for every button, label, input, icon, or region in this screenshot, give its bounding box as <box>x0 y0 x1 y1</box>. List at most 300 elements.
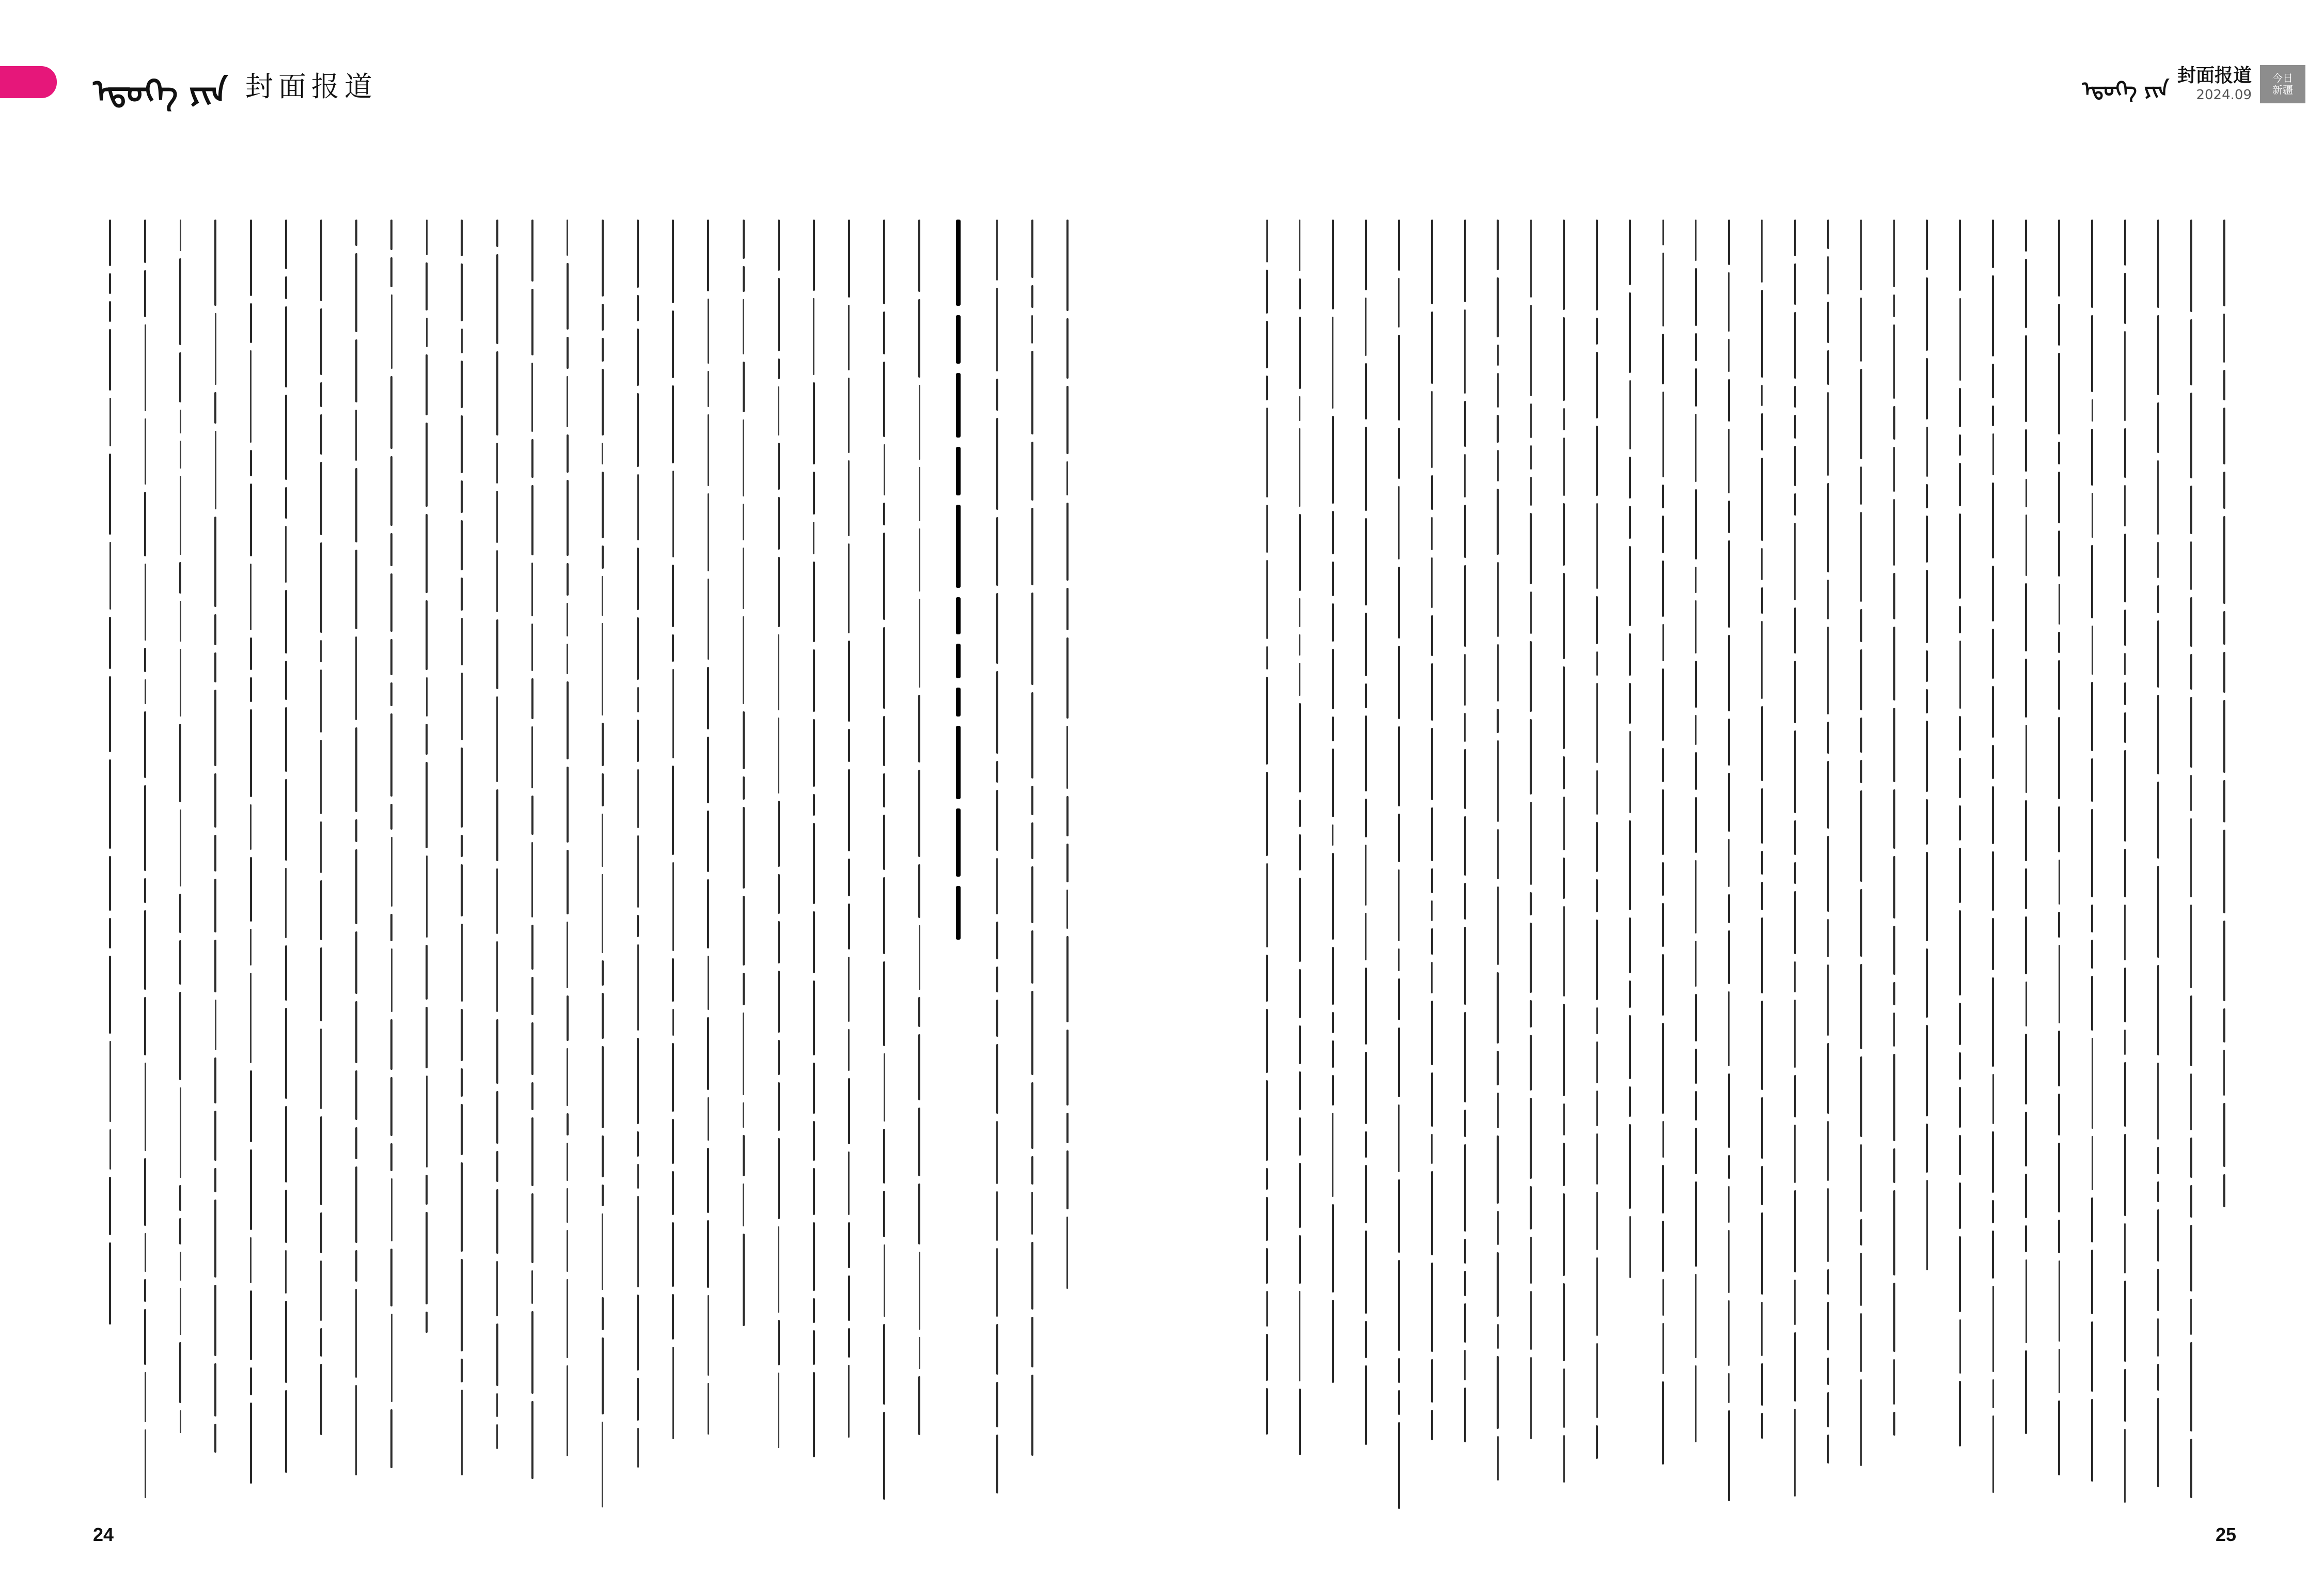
script-word <box>743 807 745 889</box>
script-word <box>813 220 815 291</box>
script-word <box>1431 220 1433 304</box>
script-word <box>1893 406 1895 440</box>
script-word <box>813 1372 815 1457</box>
text-column <box>1783 220 1807 1516</box>
script-word <box>743 616 744 704</box>
script-word <box>214 773 216 828</box>
script-word <box>2124 273 2126 324</box>
script-word <box>1662 1121 1664 1158</box>
script-word <box>637 220 639 288</box>
script-word <box>180 476 181 555</box>
script-word <box>1959 848 1961 903</box>
script-word <box>496 1261 498 1316</box>
script-word <box>355 1289 357 1378</box>
script-word <box>1464 883 1466 920</box>
text-column <box>380 220 403 1516</box>
script-word <box>1066 503 1069 581</box>
script-word <box>919 467 920 521</box>
script-word <box>567 376 568 427</box>
script-word <box>1563 1283 1565 1361</box>
script-word <box>1893 1283 1895 1352</box>
script-word <box>2124 1281 2126 1362</box>
script-word <box>2124 750 2126 842</box>
script-word <box>1530 892 1532 915</box>
script-word <box>2025 659 2027 718</box>
script-word <box>1728 1373 1730 1403</box>
script-word <box>672 1347 674 1439</box>
script-word <box>1827 1358 1829 1385</box>
script-word <box>496 696 498 782</box>
script-word <box>1530 477 1532 506</box>
script-word <box>567 681 569 759</box>
script-word <box>848 957 850 1022</box>
script-word <box>1761 621 1763 699</box>
script-word <box>2124 712 2126 743</box>
script-word <box>1066 461 1068 495</box>
script-word <box>883 1324 885 1405</box>
script-word <box>1497 1436 1499 1481</box>
text-column <box>1849 220 1873 1516</box>
script-word <box>390 376 392 449</box>
script-word <box>320 1364 322 1435</box>
script-word <box>2223 780 2225 822</box>
script-word <box>214 690 216 766</box>
script-word <box>1266 1168 1268 1190</box>
script-word <box>778 557 780 627</box>
script-word <box>918 997 920 1027</box>
script-word <box>1299 396 1300 421</box>
script-word <box>1959 220 1961 291</box>
script-word <box>1031 1192 1033 1235</box>
script-word <box>2124 485 2126 526</box>
script-word <box>883 1191 885 1237</box>
script-word <box>1629 1216 1631 1278</box>
text-column <box>274 220 298 1516</box>
script-word <box>2058 442 2060 464</box>
script-word <box>1662 748 1664 782</box>
script-word <box>1959 606 1961 633</box>
text-column <box>1288 220 1312 1516</box>
script-word <box>1530 591 1532 634</box>
script-word <box>461 1359 463 1382</box>
script-word <box>1662 1323 1664 1374</box>
script-word <box>1794 523 1796 600</box>
script-word <box>813 1121 815 1161</box>
script-word <box>426 1076 428 1167</box>
script-word <box>1827 302 1829 343</box>
script-word <box>1266 505 1268 553</box>
script-word <box>2190 905 2192 988</box>
script-word <box>1332 853 1334 940</box>
script-word <box>996 1324 998 1375</box>
script-word <box>179 1185 181 1211</box>
script-word <box>2190 1299 2192 1335</box>
script-word <box>1464 713 1466 742</box>
script-word <box>2124 1223 2126 1273</box>
script-word <box>461 263 463 321</box>
script-word <box>956 447 961 495</box>
script-word <box>602 773 604 806</box>
script-word <box>602 546 604 569</box>
script-word <box>1530 1357 1532 1439</box>
script-word <box>567 1230 568 1272</box>
script-word <box>250 929 252 966</box>
script-word <box>179 258 181 345</box>
script-word <box>956 505 961 588</box>
script-word <box>1926 852 1928 941</box>
script-word <box>2124 1369 2126 1422</box>
script-word <box>2124 682 2126 705</box>
script-word <box>531 485 533 555</box>
script-word <box>848 1275 850 1321</box>
script-word <box>637 915 639 937</box>
script-word <box>496 1189 498 1254</box>
script-word <box>109 454 111 535</box>
script-word <box>707 1017 709 1090</box>
script-word <box>285 487 287 519</box>
script-word <box>2091 429 2093 486</box>
script-word <box>1530 719 1532 795</box>
script-word <box>707 1220 709 1288</box>
script-word <box>637 1038 639 1124</box>
script-word <box>250 677 252 702</box>
script-word <box>778 386 779 435</box>
script-word <box>390 914 392 941</box>
script-word <box>743 1234 745 1326</box>
script-word <box>918 864 920 918</box>
right-page-header <box>2082 62 2305 106</box>
script-word <box>1596 1343 1598 1418</box>
script-word <box>1299 1163 1301 1228</box>
script-word <box>1992 566 1994 621</box>
script-word <box>320 462 322 535</box>
script-word <box>2025 259 2027 328</box>
script-word <box>2025 1225 2027 1252</box>
script-word <box>215 1000 216 1050</box>
script-word <box>179 1218 181 1244</box>
text-column <box>203 220 227 1516</box>
script-word <box>1992 433 1994 475</box>
script-word <box>1299 969 1301 1018</box>
script-word <box>708 1097 709 1141</box>
script-word <box>637 1164 639 1189</box>
script-word <box>1992 1200 1994 1223</box>
script-word <box>531 796 533 835</box>
script-word <box>1497 1051 1499 1085</box>
script-word <box>1893 447 1895 492</box>
script-word <box>1728 930 1730 984</box>
script-word <box>918 1184 920 1244</box>
script-word <box>1596 879 1598 912</box>
script-word <box>1299 878 1301 962</box>
script-word <box>1398 1179 1400 1253</box>
script-word <box>1066 1030 1069 1106</box>
script-word <box>355 1127 357 1159</box>
text-column <box>133 220 157 1516</box>
script-word <box>2190 775 2192 811</box>
script-word <box>426 1007 428 1068</box>
script-word <box>1827 350 1829 385</box>
script-word <box>1563 906 1565 997</box>
script-word <box>1761 290 1763 378</box>
script-word <box>996 288 998 371</box>
page-number: 25 <box>2216 1524 2237 1545</box>
script-word <box>426 600 428 670</box>
script-word <box>883 877 885 954</box>
script-word <box>956 373 961 438</box>
left-page-body-text <box>98 220 1079 1516</box>
script-word <box>531 977 533 1015</box>
script-word <box>1031 285 1033 308</box>
script-word <box>2059 1260 2060 1342</box>
script-word <box>1497 972 1499 1044</box>
script-word <box>320 542 322 633</box>
script-word <box>1695 1049 1697 1084</box>
script-word <box>1794 661 1796 723</box>
script-word <box>355 931 357 994</box>
script-word <box>1596 1425 1598 1459</box>
script-word <box>1266 220 1268 262</box>
script-word <box>1629 380 1631 449</box>
script-word <box>2157 1209 2159 1262</box>
script-word <box>2223 921 2225 1001</box>
script-word <box>1497 1324 1499 1349</box>
script-word <box>1266 646 1268 670</box>
script-word <box>813 382 815 464</box>
script-word <box>1761 1001 1763 1090</box>
script-word <box>1959 1003 1961 1045</box>
script-word <box>672 1171 674 1215</box>
script-word <box>1563 858 1565 899</box>
script-word <box>1596 352 1598 418</box>
script-word <box>1794 1280 1796 1325</box>
script-word <box>496 619 498 689</box>
script-word <box>637 1295 639 1371</box>
script-word <box>2157 220 2159 308</box>
script-word <box>996 1044 998 1114</box>
script-word <box>918 1108 920 1176</box>
script-word <box>390 682 392 706</box>
script-word <box>1431 868 1433 893</box>
script-word <box>1662 903 1664 947</box>
script-word <box>531 726 533 788</box>
script-word <box>1959 805 1961 840</box>
script-word <box>1926 1180 1928 1270</box>
script-word <box>707 879 709 948</box>
script-word <box>1728 1230 1730 1293</box>
script-word <box>567 480 569 556</box>
script-word <box>2058 1400 2060 1475</box>
script-word <box>285 590 287 653</box>
script-word <box>1464 401 1466 447</box>
script-word <box>1992 1231 1994 1279</box>
script-word <box>250 857 252 922</box>
script-word <box>355 849 357 924</box>
script-word <box>1662 1221 1664 1272</box>
script-word <box>1695 600 1697 653</box>
script-word <box>708 956 709 1010</box>
script-word <box>707 667 709 729</box>
script-word <box>848 1222 850 1268</box>
text-column <box>1486 220 1510 1516</box>
script-word <box>461 520 463 570</box>
script-word <box>602 723 604 766</box>
script-word <box>2190 1185 2192 1218</box>
script-word <box>1893 856 1895 918</box>
script-word <box>531 1401 533 1479</box>
script-word <box>2223 408 2225 464</box>
text-column <box>2014 220 2038 1516</box>
script-word <box>531 1270 533 1304</box>
script-word <box>109 1129 111 1170</box>
script-word <box>1497 740 1499 822</box>
script-word <box>637 329 639 386</box>
script-word <box>602 472 604 538</box>
script-word <box>637 720 639 762</box>
script-word <box>2058 912 2060 938</box>
script-word <box>1299 663 1300 696</box>
script-word <box>1464 1239 1466 1264</box>
script-word <box>1728 429 1730 493</box>
script-word <box>1299 834 1301 870</box>
script-word <box>1031 692 1033 779</box>
script-word <box>2157 542 2159 578</box>
script-word <box>1464 816 1466 876</box>
script-word <box>1266 321 1268 368</box>
script-word <box>320 308 322 375</box>
script-word <box>956 597 961 634</box>
script-word <box>1031 1317 1033 1367</box>
script-word <box>1596 1192 1598 1250</box>
script-word <box>1959 641 1961 709</box>
script-word <box>214 517 216 607</box>
script-word <box>602 1422 603 1507</box>
script-word <box>813 649 815 712</box>
text-column <box>907 220 931 1516</box>
script-word <box>179 940 181 985</box>
script-word <box>2223 700 2225 773</box>
script-word <box>250 637 252 670</box>
script-word <box>1563 666 1565 749</box>
script-word <box>1695 1128 1697 1174</box>
script-word <box>1431 615 1433 656</box>
script-word <box>956 644 961 678</box>
script-word <box>707 737 709 803</box>
script-word <box>1992 686 1994 738</box>
script-word <box>2157 1318 2159 1357</box>
script-word <box>996 671 998 754</box>
script-word <box>1066 220 1069 311</box>
script-word <box>708 414 709 486</box>
script-word <box>1563 317 1565 401</box>
script-word <box>2091 758 2093 802</box>
script-word <box>320 414 322 455</box>
script-word <box>1431 728 1433 800</box>
script-word <box>567 563 569 596</box>
script-word <box>214 940 216 992</box>
script-word <box>672 565 674 627</box>
script-word <box>285 1106 287 1182</box>
script-word <box>813 1222 815 1291</box>
script-word <box>285 276 287 299</box>
script-word <box>144 785 146 871</box>
script-word <box>1695 567 1697 593</box>
script-word <box>285 707 287 772</box>
script-word <box>2025 1112 2027 1166</box>
script-word <box>179 894 181 933</box>
script-word <box>531 439 533 478</box>
script-word <box>1959 1182 1961 1229</box>
script-word <box>1959 758 1961 798</box>
script-word <box>1728 1073 1730 1148</box>
script-word <box>1431 475 1433 510</box>
script-word <box>496 1091 498 1144</box>
script-word <box>250 1290 252 1360</box>
script-word <box>743 1102 744 1128</box>
text-column <box>1420 220 1444 1516</box>
script-word <box>285 945 287 1001</box>
script-word <box>496 1324 498 1386</box>
script-word <box>180 601 181 642</box>
script-word <box>1365 799 1367 837</box>
script-word <box>1365 1321 1367 1358</box>
script-word <box>996 1121 998 1184</box>
script-word <box>531 220 533 282</box>
script-word <box>1365 363 1367 419</box>
script-word <box>1596 1257 1598 1336</box>
script-word <box>1299 703 1301 792</box>
script-word <box>637 1378 639 1421</box>
script-word <box>1860 609 1862 642</box>
script-word <box>2091 976 2093 1031</box>
script-word <box>1299 317 1301 389</box>
script-word <box>1629 1015 1631 1079</box>
script-word <box>390 1019 392 1070</box>
script-word <box>1728 1155 1730 1179</box>
script-word <box>1497 644 1499 702</box>
script-word <box>285 220 287 269</box>
script-word <box>390 1077 392 1136</box>
script-word <box>672 220 674 303</box>
script-word <box>2223 1174 2225 1207</box>
script-word <box>1662 862 1664 896</box>
script-word <box>2124 1134 2126 1216</box>
script-word <box>1596 1041 1598 1083</box>
script-word <box>1629 917 1631 973</box>
script-word <box>672 1119 674 1164</box>
script-word <box>214 652 216 682</box>
script-word <box>1530 802 1532 885</box>
script-word <box>214 1424 216 1453</box>
script-word <box>1662 485 1664 508</box>
script-word <box>285 779 287 861</box>
script-word <box>848 1328 850 1358</box>
script-word <box>1695 715 1697 745</box>
script-word <box>1827 483 1829 572</box>
script-word <box>2092 626 2093 675</box>
script-word <box>778 718 779 793</box>
script-word <box>2091 1250 2093 1314</box>
script-word <box>1629 731 1631 813</box>
script-word <box>1926 1025 1928 1116</box>
script-word <box>461 864 463 916</box>
script-word <box>1926 948 1928 1018</box>
script-word <box>355 220 357 246</box>
script-word <box>778 874 780 914</box>
script-word <box>1728 1300 1730 1366</box>
script-word <box>1299 278 1301 309</box>
script-word <box>426 262 428 310</box>
